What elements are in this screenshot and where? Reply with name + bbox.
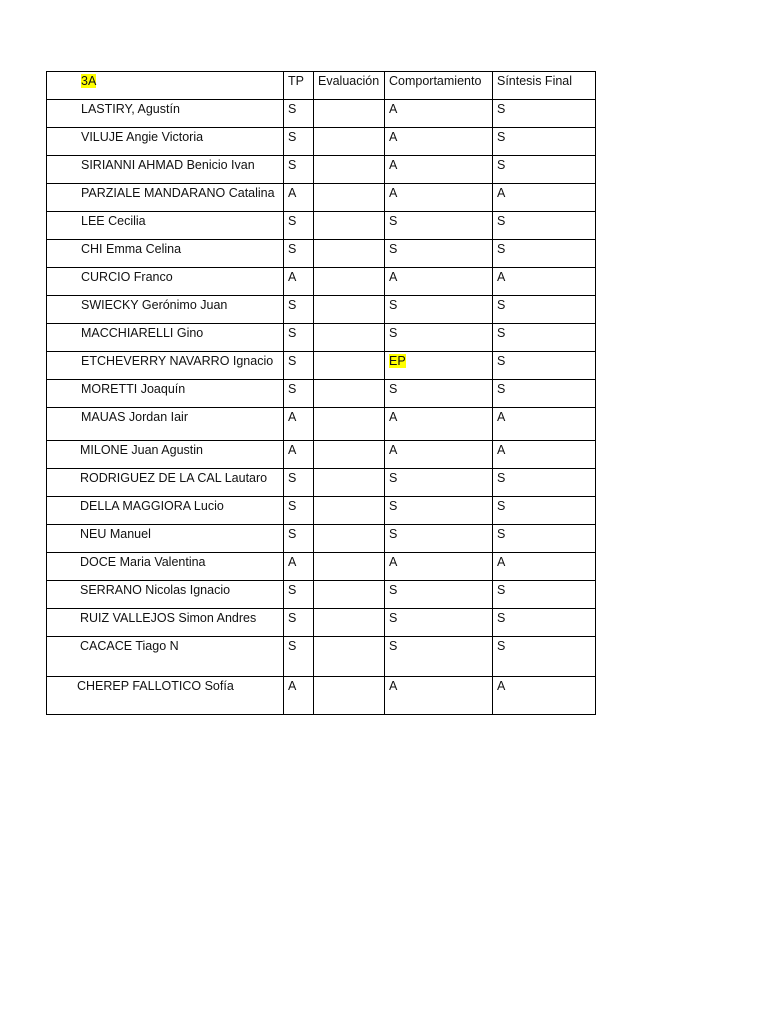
comportamiento-cell: A (385, 553, 493, 581)
table-row (47, 240, 596, 268)
evaluacion-cell (314, 581, 385, 609)
evaluacion-cell (314, 637, 385, 677)
comportamiento-cell: S (385, 581, 493, 609)
student-name-cell: CHI Emma Celina (47, 240, 284, 268)
comportamiento-cell: A (385, 156, 493, 184)
header-row (47, 72, 596, 100)
table-row (47, 380, 596, 408)
comportamiento-cell: S (385, 380, 493, 408)
sintesis-cell: A (493, 553, 596, 581)
evaluacion-cell (314, 212, 385, 240)
table-row (47, 184, 596, 212)
sintesis-cell: S (493, 469, 596, 497)
evaluacion-cell (314, 408, 385, 441)
header-sintesis-final: Síntesis Final (493, 72, 596, 100)
header-comportamiento: Comportamiento (385, 72, 493, 100)
evaluacion-cell (314, 100, 385, 128)
student-name-cell: CURCIO Franco (47, 268, 284, 296)
comportamiento-cell: A (385, 128, 493, 156)
tp-cell: S (284, 469, 314, 497)
comportamiento-cell: A (385, 677, 493, 715)
table-row (47, 497, 596, 525)
student-name-cell: LEE Cecilia (47, 212, 284, 240)
comportamiento-value-highlighted: EP (389, 354, 406, 368)
tp-cell: S (284, 525, 314, 553)
comportamiento-cell: S (385, 212, 493, 240)
comportamiento-cell: A (385, 184, 493, 212)
student-name-cell: SERRANO Nicolas Ignacio (47, 581, 284, 609)
evaluacion-cell (314, 156, 385, 184)
student-name-cell: SWIECKY Gerónimo Juan (47, 296, 284, 324)
table-row (47, 408, 596, 441)
comportamiento-cell: S (385, 296, 493, 324)
comportamiento-cell: S (385, 525, 493, 553)
table-row (47, 296, 596, 324)
sintesis-cell: S (493, 212, 596, 240)
comportamiento-cell: A (385, 441, 493, 469)
tp-cell: S (284, 497, 314, 525)
student-name-cell: RUIZ VALLEJOS Simon Andres (47, 609, 284, 637)
evaluacion-cell (314, 677, 385, 715)
evaluacion-cell (314, 497, 385, 525)
evaluacion-cell (314, 609, 385, 637)
table-row (47, 469, 596, 497)
student-name-cell: PARZIALE MANDARANO Catalina (47, 184, 284, 212)
evaluacion-cell (314, 240, 385, 268)
student-name-cell: NEU Manuel (47, 525, 284, 553)
student-name-cell: MACCHIARELLI Gino (47, 324, 284, 352)
student-name-cell: VILUJE Angie Victoria (47, 128, 284, 156)
student-name-cell: MILONE Juan Agustin (47, 441, 284, 469)
student-name-cell: SIRIANNI AHMAD Benicio Ivan (47, 156, 284, 184)
tp-cell: S (284, 296, 314, 324)
table-row (47, 677, 596, 715)
tp-cell: A (284, 553, 314, 581)
table-row (47, 441, 596, 469)
sintesis-cell: S (493, 497, 596, 525)
comportamiento-cell: S (385, 637, 493, 677)
evaluacion-cell (314, 268, 385, 296)
sintesis-cell: S (493, 380, 596, 408)
table-row (47, 352, 596, 380)
header-group-cell (47, 72, 284, 100)
student-name-cell: MORETTI Joaquín (47, 380, 284, 408)
student-name-cell: ETCHEVERRY NAVARRO Ignacio (47, 352, 284, 380)
header-tp: TP (284, 72, 314, 100)
student-name-cell: DOCE Maria Valentina (47, 553, 284, 581)
sintesis-cell: S (493, 609, 596, 637)
student-name-cell: CACACE Tiago N (47, 637, 284, 677)
evaluacion-cell (314, 184, 385, 212)
sintesis-cell: A (493, 441, 596, 469)
evaluacion-cell (314, 352, 385, 380)
tp-cell: S (284, 609, 314, 637)
student-name-cell: CHEREP FALLOTICO Sofía (47, 677, 284, 715)
student-name-cell: DELLA MAGGIORA Lucio (47, 497, 284, 525)
tp-cell: S (284, 352, 314, 380)
table-row (47, 324, 596, 352)
table-row (47, 100, 596, 128)
sintesis-cell: S (493, 296, 596, 324)
evaluacion-cell (314, 525, 385, 553)
sintesis-cell: S (493, 100, 596, 128)
tp-cell: S (284, 380, 314, 408)
table-row (47, 637, 596, 677)
comportamiento-cell (385, 352, 493, 380)
tp-cell: A (284, 184, 314, 212)
tp-cell: A (284, 441, 314, 469)
table-row (47, 128, 596, 156)
grades-table (46, 71, 596, 715)
sintesis-cell: A (493, 268, 596, 296)
comportamiento-cell: S (385, 240, 493, 268)
student-name-cell: LASTIRY, Agustín (47, 100, 284, 128)
sintesis-cell: S (493, 637, 596, 677)
table-row (47, 156, 596, 184)
sintesis-cell: S (493, 581, 596, 609)
tp-cell: A (284, 268, 314, 296)
student-name-cell: RODRIGUEZ DE LA CAL Lautaro (47, 469, 284, 497)
evaluacion-cell (314, 296, 385, 324)
tp-cell: S (284, 128, 314, 156)
evaluacion-cell (314, 128, 385, 156)
comportamiento-cell: S (385, 324, 493, 352)
comportamiento-cell: S (385, 609, 493, 637)
sintesis-cell: A (493, 677, 596, 715)
sintesis-cell: S (493, 128, 596, 156)
evaluacion-cell (314, 553, 385, 581)
comportamiento-cell: A (385, 268, 493, 296)
comportamiento-cell: S (385, 497, 493, 525)
sintesis-cell: A (493, 408, 596, 441)
sintesis-cell: S (493, 324, 596, 352)
student-name-cell: MAUAS Jordan Iair (47, 408, 284, 441)
sintesis-cell: S (493, 352, 596, 380)
sintesis-cell: S (493, 240, 596, 268)
tp-cell: S (284, 324, 314, 352)
comportamiento-cell: A (385, 100, 493, 128)
table-row (47, 581, 596, 609)
table-row (47, 268, 596, 296)
tp-cell: S (284, 240, 314, 268)
sintesis-cell: S (493, 156, 596, 184)
evaluacion-cell (314, 441, 385, 469)
table-row (47, 609, 596, 637)
sintesis-cell: A (493, 184, 596, 212)
table-row (47, 553, 596, 581)
tp-cell: S (284, 637, 314, 677)
tp-cell: S (284, 581, 314, 609)
evaluacion-cell (314, 380, 385, 408)
comportamiento-cell: A (385, 408, 493, 441)
tp-cell: A (284, 677, 314, 715)
sintesis-cell: S (493, 525, 596, 553)
header-evaluacion: Evaluación (314, 72, 385, 100)
tp-cell: S (284, 100, 314, 128)
evaluacion-cell (314, 324, 385, 352)
table-row (47, 525, 596, 553)
tp-cell: S (284, 212, 314, 240)
tp-cell: S (284, 156, 314, 184)
group-label: 3A (81, 74, 97, 88)
evaluacion-cell (314, 469, 385, 497)
comportamiento-cell: S (385, 469, 493, 497)
grades-table-body (47, 72, 596, 715)
table-row (47, 212, 596, 240)
tp-cell: A (284, 408, 314, 441)
